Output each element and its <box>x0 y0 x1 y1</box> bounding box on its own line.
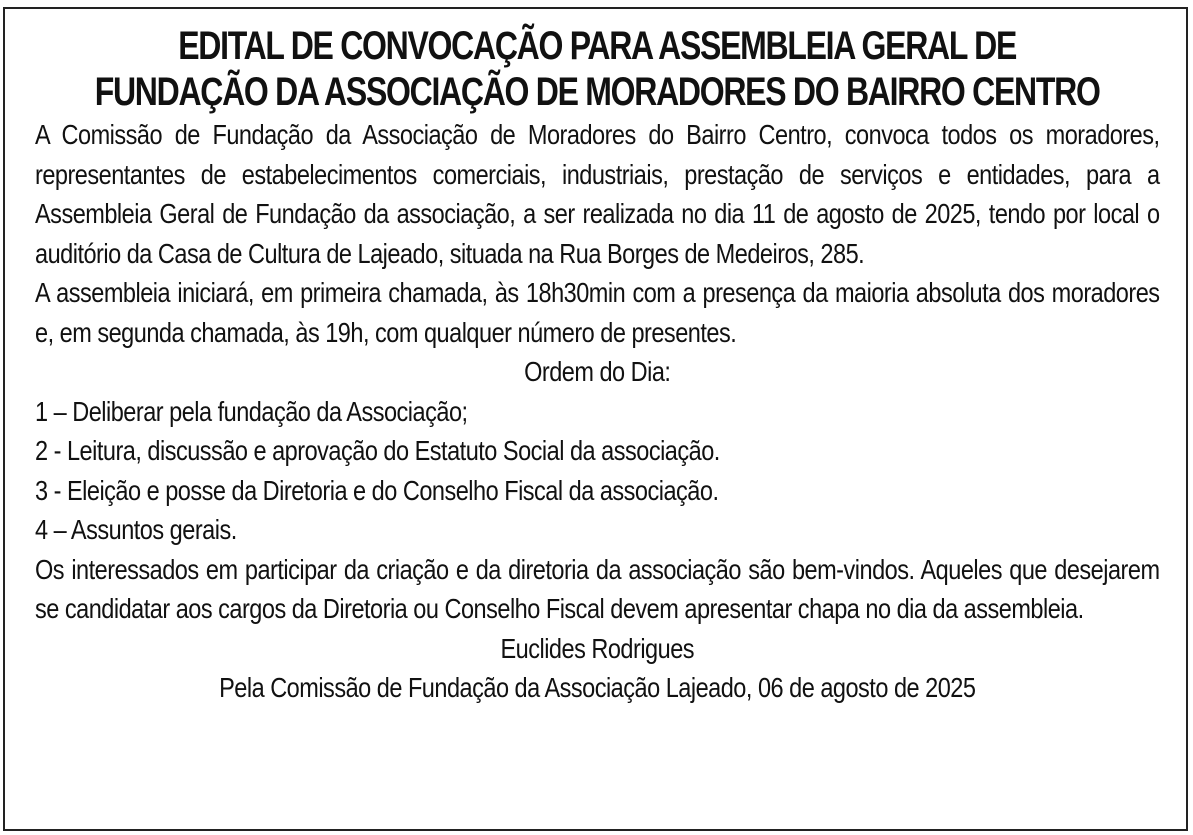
signatory-name: Euclides Rodrigues <box>500 632 695 664</box>
agenda-heading: Ordem do Dia: <box>524 356 671 387</box>
agenda-item: 3 - Eleição e posse da Diretoria e do Conselho Fiscal da associação. <box>35 474 719 506</box>
notice-title <box>35 23 1160 115</box>
agenda-item: 2 - Leitura, discussão e aprovação do Estatuto Social da associação. <box>35 435 720 466</box>
edital-notice <box>3 7 1188 831</box>
signature-line: Pela Comissão de Fundação da Associação Lajeado, 06 de agosto de 2025 <box>219 672 976 703</box>
agenda-list <box>35 392 1160 550</box>
title-line-2: FUNDAÇÃO DA ASSOCIAÇÃO DE MORADORES DO BAIRRO CENTRO <box>95 70 1100 114</box>
candidates-paragraph: Os interessados em participar da criação e da diretoria da associação são bem-vindos. Aqueles que desejarem se candidatar aos cargos da Diretoria ou Conselho Fiscal devem apresentar chapa no dia da assembleia. <box>35 553 1160 624</box>
convocation-paragraph: A Comissão de Fundação da Associação de Moradores do Bairro Centro, convoca todos os moradores, representantes de estabelecimentos comerciais, industriais, prestação de serviços e entidades, para a Assembleia Geral de Fundação da associação, a ser realizada no dia 11 de agosto de 2025, tendo por local o auditório da Casa de Cultura de Lajeado, situada na Rua Borges de Medeiros, 285. <box>35 119 1160 269</box>
schedule-paragraph: A assembleia iniciará, em primeira chamada, às 18h30min com a presença da maioria absoluta dos moradores e, em segunda chamada, às 19h, com qualquer número de presentes. <box>35 277 1160 348</box>
notice-body <box>35 115 1160 708</box>
agenda-item: 4 – Assuntos gerais. <box>35 514 237 545</box>
agenda-item: 1 – Deliberar pela fundação da Associação; <box>35 395 468 427</box>
title-line-1: EDITAL DE CONVOCAÇÃO PARA ASSEMBLEIA GERAL DE <box>178 24 1017 68</box>
